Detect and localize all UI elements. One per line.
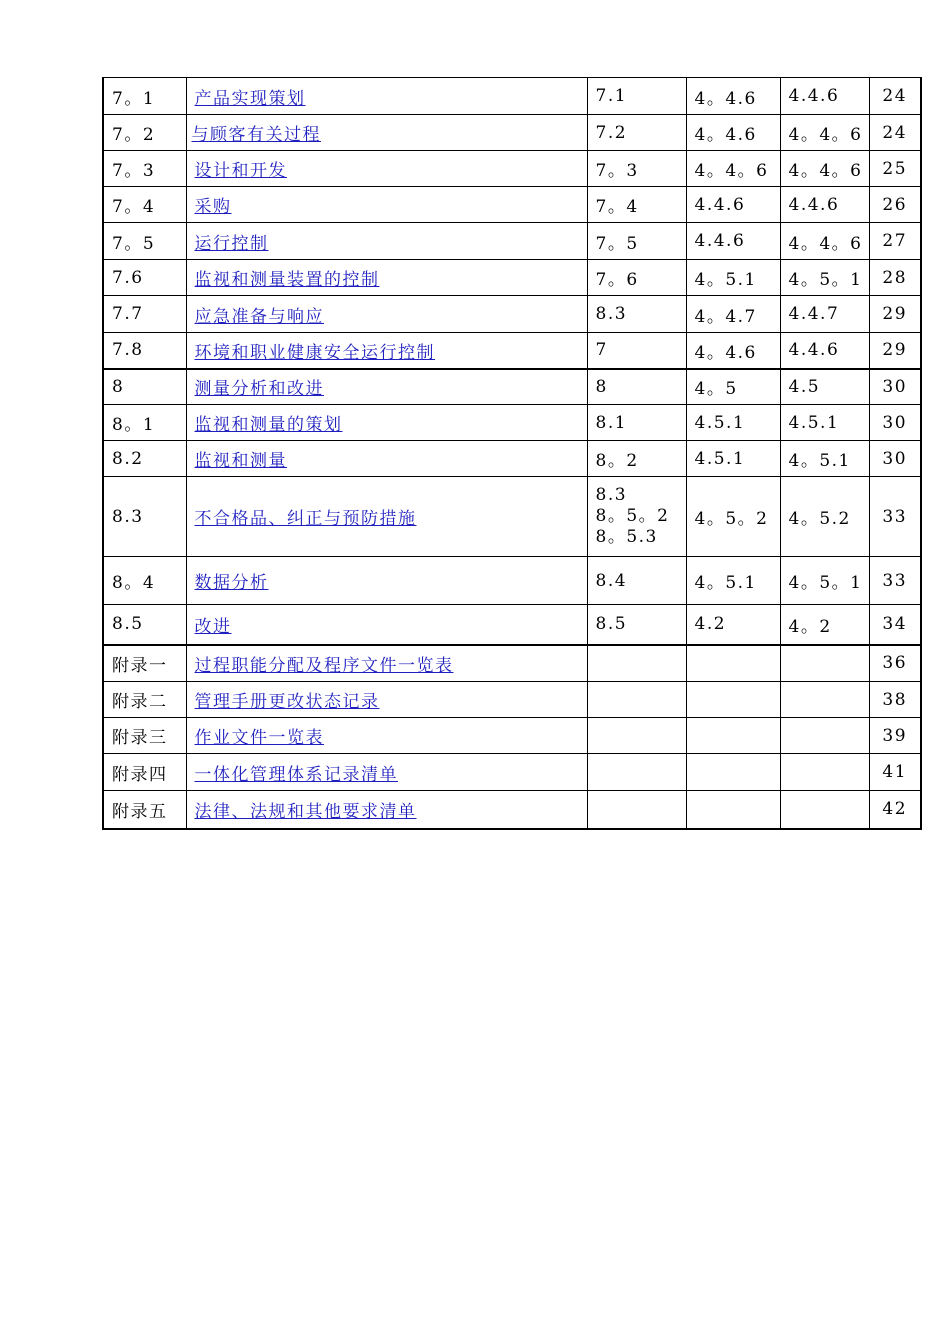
page-number: 30 bbox=[869, 441, 921, 477]
ref-col-1: 7。3 bbox=[587, 151, 686, 187]
ref-col-1 bbox=[587, 682, 686, 718]
ref-col-2 bbox=[686, 754, 780, 791]
ref-col-3 bbox=[780, 682, 869, 718]
ref-col-2: 4。4.6 bbox=[686, 115, 780, 151]
toc-table bbox=[102, 77, 922, 830]
ref-col-1: 7.2 bbox=[587, 115, 686, 151]
page-number: 38 bbox=[869, 682, 921, 718]
table-row bbox=[103, 605, 921, 645]
section-number: 7。3 bbox=[103, 151, 186, 187]
section-number: 8。4 bbox=[103, 557, 186, 605]
ref-col-3: 4.4.6 bbox=[780, 187, 869, 223]
section-number: 附录五 bbox=[103, 791, 186, 829]
page-number: 33 bbox=[869, 557, 921, 605]
page-number: 39 bbox=[869, 718, 921, 754]
ref-col-1: 7。6 bbox=[587, 260, 686, 296]
ref-col-3: 4。2 bbox=[780, 605, 869, 645]
ref-col-1 bbox=[587, 754, 686, 791]
ref-col-2 bbox=[686, 718, 780, 754]
ref-col-3: 4。4。6 bbox=[780, 115, 869, 151]
toc-link[interactable]: 监视和测量 bbox=[194, 451, 287, 471]
ref-col-1: 8。2 bbox=[587, 441, 686, 477]
ref-col-1: 8.5 bbox=[587, 605, 686, 645]
toc-link[interactable]: 改进 bbox=[194, 616, 232, 637]
section-number: 附录四 bbox=[103, 754, 186, 791]
section-number: 7。1 bbox=[103, 78, 186, 115]
toc-link[interactable]: 法律、法规和其他要求清单 bbox=[194, 801, 417, 822]
ref-col-2: 4。5 bbox=[686, 369, 780, 405]
ref-col-2: 4。4.7 bbox=[686, 296, 780, 333]
page-number: 34 bbox=[869, 605, 921, 645]
ref-col-1 bbox=[587, 718, 686, 754]
toc-link[interactable]: 数据分析 bbox=[194, 573, 269, 593]
toc-link[interactable]: 采购 bbox=[194, 197, 232, 217]
ref-col-2: 4.5.1 bbox=[686, 405, 780, 441]
ref-col-3: 4.4.6 bbox=[780, 333, 869, 369]
ref-col-3: 4.4.7 bbox=[780, 296, 869, 333]
ref-col-2: 4。5.1 bbox=[686, 557, 780, 605]
ref-col-1 bbox=[587, 791, 686, 829]
section-number: 8.2 bbox=[103, 441, 186, 477]
ref-col-3 bbox=[780, 718, 869, 754]
table-row bbox=[103, 333, 921, 369]
toc-link[interactable]: 环境和职业健康安全运行控制 bbox=[194, 342, 435, 363]
toc-link[interactable]: 与顾客有关过程 bbox=[191, 125, 321, 145]
toc-link[interactable]: 监视和测量的策划 bbox=[194, 415, 343, 435]
section-number: 附录三 bbox=[103, 718, 186, 754]
page-number: 29 bbox=[869, 296, 921, 333]
table-row bbox=[103, 369, 921, 405]
page-number: 26 bbox=[869, 187, 921, 223]
ref-col-3: 4。4。6 bbox=[780, 151, 869, 187]
table-row bbox=[103, 223, 921, 260]
ref-col-2 bbox=[686, 645, 780, 682]
table-row bbox=[103, 791, 921, 829]
table-row bbox=[103, 754, 921, 791]
table-row bbox=[103, 645, 921, 682]
page-number: 33 bbox=[869, 477, 921, 557]
ref-col-2: 4.5.1 bbox=[686, 441, 780, 477]
table-row bbox=[103, 78, 921, 115]
ref-col-2: 4.4.6 bbox=[686, 187, 780, 223]
toc-link[interactable]: 产品实现策划 bbox=[194, 88, 306, 109]
ref-col-2: 4。4。6 bbox=[686, 151, 780, 187]
page-number: 24 bbox=[869, 78, 921, 115]
ref-col-2: 4.4.6 bbox=[686, 223, 780, 260]
ref-col-1: 7。4 bbox=[587, 187, 686, 223]
page-number: 27 bbox=[869, 223, 921, 260]
page-number: 28 bbox=[869, 260, 921, 296]
ref-col-3: 4。5.2 bbox=[780, 477, 869, 557]
section-number: 8.3 bbox=[103, 477, 186, 557]
ref-col-1: 7。5 bbox=[587, 223, 686, 260]
toc-link[interactable]: 过程职能分配及程序文件一览表 bbox=[194, 655, 454, 676]
ref-col-2 bbox=[686, 682, 780, 718]
page-number: 29 bbox=[869, 333, 921, 369]
section-number: 7.8 bbox=[103, 333, 186, 369]
ref-col-1: 8.4 bbox=[587, 557, 686, 605]
ref-col-2: 4。4.6 bbox=[686, 333, 780, 369]
toc-link[interactable]: 管理手册更改状态记录 bbox=[194, 692, 380, 712]
page-number: 41 bbox=[869, 754, 921, 791]
toc-link[interactable]: 监视和测量装置的控制 bbox=[194, 270, 380, 290]
toc-link[interactable]: 不合格品、纠正与预防措施 bbox=[194, 509, 417, 529]
section-number: 7。2 bbox=[103, 115, 186, 151]
section-number: 附录一 bbox=[103, 645, 186, 682]
ref-col-1: 8 bbox=[587, 369, 686, 405]
ref-col-1: 7 bbox=[587, 333, 686, 369]
section-number: 7.6 bbox=[103, 260, 186, 296]
table-row bbox=[103, 151, 921, 187]
ref-col-1: 8.1 bbox=[587, 405, 686, 441]
section-number: 8.5 bbox=[103, 605, 186, 645]
table-row bbox=[103, 682, 921, 718]
page-number: 30 bbox=[869, 405, 921, 441]
ref-col-3 bbox=[780, 645, 869, 682]
table-row bbox=[103, 718, 921, 754]
section-number: 7.7 bbox=[103, 296, 186, 333]
ref-col-2: 4。5。2 bbox=[686, 477, 780, 557]
toc-link[interactable]: 设计和开发 bbox=[194, 161, 287, 181]
ref-col-3: 4。5.1 bbox=[780, 441, 869, 477]
section-number: 8。1 bbox=[103, 405, 186, 441]
ref-col-3: 4。4。6 bbox=[780, 223, 869, 260]
ref-col-3: 4。5。1 bbox=[780, 260, 869, 296]
ref-line: 8。5.3 bbox=[595, 527, 658, 547]
page-number: 36 bbox=[869, 645, 921, 682]
section-number: 附录二 bbox=[103, 682, 186, 718]
page-number: 25 bbox=[869, 151, 921, 187]
ref-col-3 bbox=[780, 791, 869, 829]
toc-link[interactable]: 作业文件一览表 bbox=[194, 728, 324, 748]
table-row bbox=[103, 296, 921, 333]
section-number: 7。5 bbox=[103, 223, 186, 260]
toc-link[interactable]: 一体化管理体系记录清单 bbox=[194, 764, 398, 785]
table-row bbox=[103, 441, 921, 477]
ref-col-3: 4。5。1 bbox=[780, 557, 869, 605]
table-row bbox=[103, 405, 921, 441]
toc-link[interactable]: 测量分析和改进 bbox=[194, 379, 324, 400]
table-row bbox=[103, 477, 921, 557]
page-number: 42 bbox=[869, 791, 921, 829]
toc-link[interactable]: 运行控制 bbox=[194, 233, 269, 254]
section-number: 8 bbox=[103, 369, 186, 405]
ref-col-3: 4.4.6 bbox=[780, 78, 869, 115]
table-row bbox=[103, 115, 921, 151]
table-row bbox=[103, 187, 921, 223]
ref-line: 8.3 bbox=[595, 485, 628, 505]
ref-col-2: 4。5.1 bbox=[686, 260, 780, 296]
ref-col-1 bbox=[587, 477, 686, 557]
ref-col-1: 7.1 bbox=[587, 78, 686, 115]
page-number: 24 bbox=[869, 115, 921, 151]
ref-col-2: 4。4.6 bbox=[686, 78, 780, 115]
ref-col-2: 4.2 bbox=[686, 605, 780, 645]
table-row bbox=[103, 557, 921, 605]
ref-line: 8。5。2 bbox=[595, 506, 670, 526]
ref-col-3: 4.5 bbox=[780, 369, 869, 405]
ref-col-3 bbox=[780, 754, 869, 791]
page-number: 30 bbox=[869, 369, 921, 405]
table-row bbox=[103, 260, 921, 296]
ref-col-2 bbox=[686, 791, 780, 829]
toc-link[interactable]: 应急准备与响应 bbox=[194, 306, 324, 327]
ref-col-1: 8.3 bbox=[587, 296, 686, 333]
ref-col-1 bbox=[587, 645, 686, 682]
section-number: 7。4 bbox=[103, 187, 186, 223]
ref-col-3: 4.5.1 bbox=[780, 405, 869, 441]
